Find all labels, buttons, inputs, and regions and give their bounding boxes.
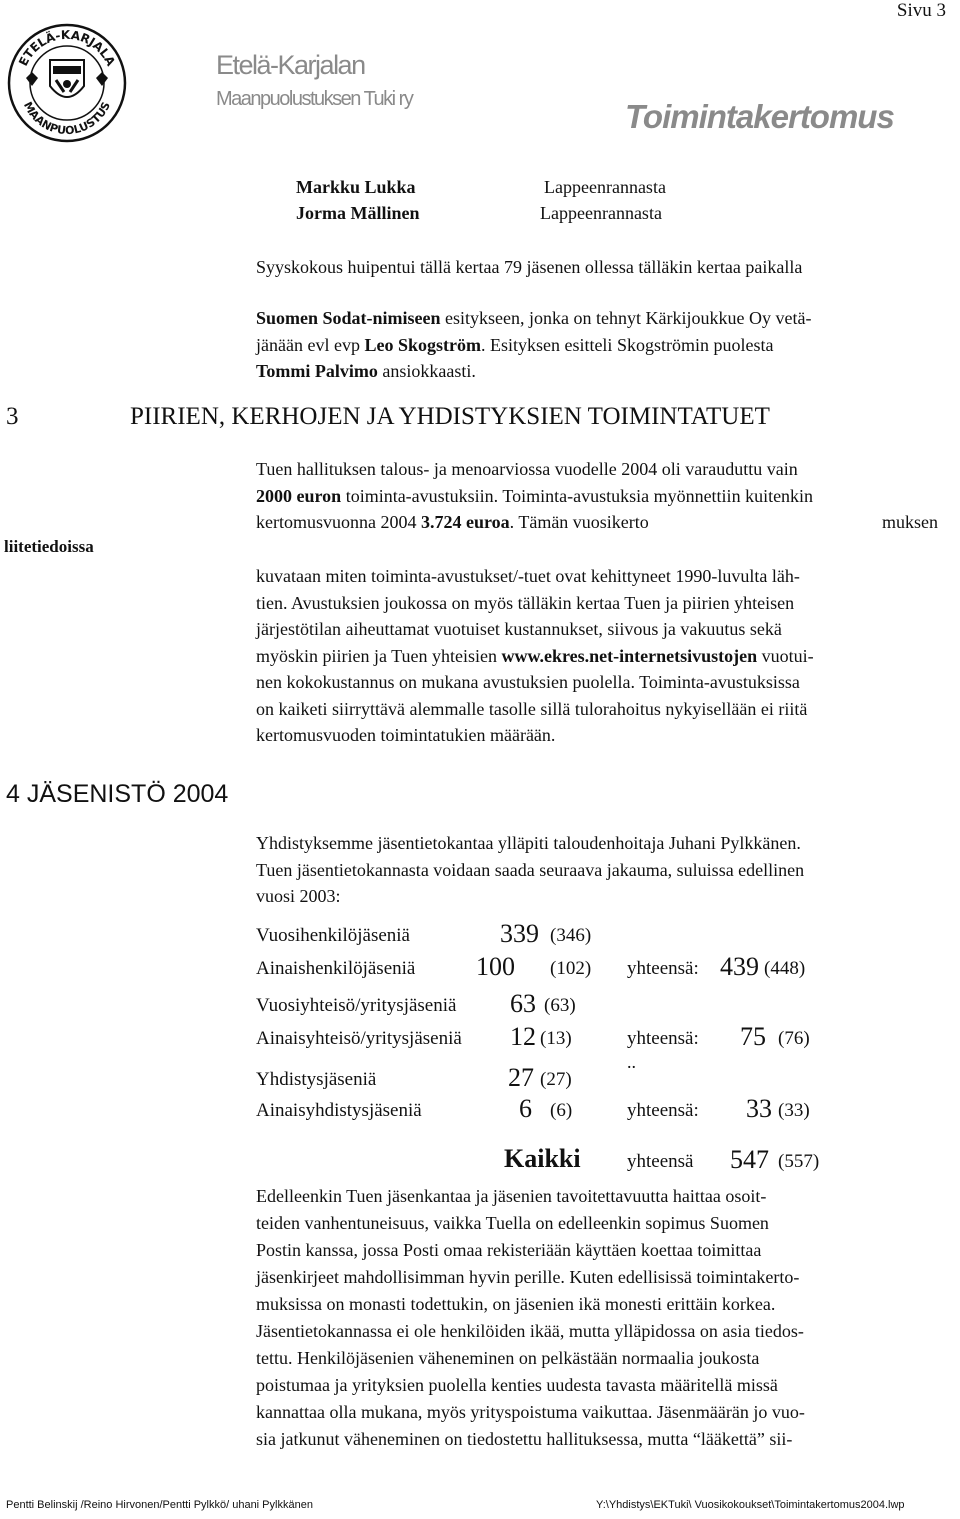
member-row-value: 6 bbox=[519, 1094, 532, 1123]
organization-logo bbox=[6, 22, 128, 144]
footer-file-path: Y:\Yhdistys\EKTuki\ Vuosikokoukset\Toimintakertomus2004.lwp bbox=[596, 1499, 905, 1511]
member-row-label: Yhdistysjäseniä bbox=[256, 1069, 377, 1090]
section-4-intro: Yhdistyksemme jäsentietokantaa ylläpiti taloudenhoitaja Juhani Pylkkänen. Tuen jäsentietokannasta voidaan saada seuraava jakauma, suluissa edellinen vuosi 2003: bbox=[256, 833, 805, 906]
svg-text:MAANPUOLUSTUS: MAANPUOLUSTUS bbox=[20, 99, 113, 138]
section-3-paragraph-b: kuvataan miten toiminta-avustukset/-tuet ovat kehittyneet 1990-luvulta läh- tien. Avustuksien joukossa on myös tälläkin kertaa Tuen ja piirien yhteisen järjestötilan aiheuttamat vuotuiset kustannukset, siivous ja vakuutus sekä myöskin piirien ja Tuen yhteisien www.ekres.net-internetsivustojen vuotui- nen kokokustannus on mukana avustuksien puolella. Toiminta-avustuksissa on kaiketi siirryttävä alemmalle tasolle sillä tulorahoitus nykyisellään ei riitä kertomusvuoden toimintatukien määrään. bbox=[256, 566, 814, 745]
side-label: liitetiedoissa bbox=[4, 537, 94, 556]
person-name: Markku Lukka bbox=[296, 177, 416, 197]
total-value: 439 bbox=[720, 952, 759, 981]
total-label: yhteensä: bbox=[627, 1028, 699, 1049]
total-prev: (76) bbox=[778, 1028, 810, 1049]
grand-total-word: yhteensä bbox=[627, 1151, 694, 1172]
stray-mark: .. bbox=[627, 1052, 636, 1072]
meeting-line-1: Syyskokous huipentui tällä kertaa 79 jäsenen ollessa tälläkin kertaa paikalla bbox=[256, 257, 803, 277]
meeting-paragraph: Suomen Sodat-nimiseen esitykseen, jonka on tehnyt Kärkijoukkue Oy vetä- jänään evl evp Leo Skogström. Esityksen esitteli Skogströmin puolesta Tommi Palvimo ansiokkaasti. bbox=[256, 308, 812, 381]
person-town: Lappeenrannasta bbox=[544, 177, 666, 197]
member-row-prev: (6) bbox=[550, 1100, 573, 1121]
member-row-value: 12 bbox=[510, 1022, 536, 1051]
svg-text:ETELÄ-KARJALA: ETELÄ-KARJALA bbox=[16, 27, 118, 69]
grand-total-label: Kaikki bbox=[504, 1144, 581, 1173]
member-row-label: Ainaisyhteisö/yritysjäseniä bbox=[256, 1028, 462, 1049]
total-prev: (33) bbox=[778, 1100, 810, 1121]
total-value: 33 bbox=[746, 1094, 772, 1123]
document-title: Toimintakertomus bbox=[625, 98, 894, 135]
person-name: Jorma Mällinen bbox=[296, 203, 420, 223]
organization-name-line2: Maanpuolustuksen Tuki ry bbox=[216, 88, 413, 110]
member-row-value: 100 bbox=[476, 952, 515, 981]
grand-total-prev: (557) bbox=[778, 1151, 820, 1172]
member-row-label: Ainaishenkilöjäseniä bbox=[256, 958, 416, 979]
member-row-value: 339 bbox=[500, 919, 539, 948]
member-row-value: 63 bbox=[510, 989, 536, 1018]
footer-authors: Pentti Belinskij /Reino Hirvonen/Pentti Pylkkö/ uhani Pylkkänen bbox=[6, 1499, 313, 1511]
member-row-prev: (13) bbox=[540, 1028, 572, 1049]
section-4-heading: 4 JÄSENISTÖ 2004 bbox=[6, 780, 229, 808]
section-3-heading: PIIRIEN, KERHOJEN JA YHDISTYKSIEN TOIMINTATUET bbox=[130, 403, 770, 430]
member-row-prev: (102) bbox=[550, 958, 592, 979]
member-row-label: Ainaisyhdistysjäseniä bbox=[256, 1100, 422, 1121]
organization-name-line1: Etelä-Karjalan bbox=[216, 50, 365, 80]
member-row-prev: (63) bbox=[544, 995, 576, 1016]
section-3-paragraph-a: Tuen hallituksen talous- ja menoarviossa vuodelle 2004 oli varauduttu vain 2000 euron toiminta-avustuksiin. Toiminta-avustuksia myönnettiin kuitenkin kertomusvuonna 2004 3.724 euroa. Tämän vuosikerto muksen bbox=[256, 459, 938, 532]
member-row-label: Vuosiyhteisö/yritysjäseniä bbox=[256, 995, 457, 1016]
section-4-paragraph: Edelleenkin Tuen jäsenkantaa ja jäsenien tavoitettavuutta haittaa osoit- teiden vanhentuneisuus, vaikka Tuella on edelleenkin sopimus Suomen Postin kanssa, jossa Posti omaa rekisteriään käyttäen koettaa toimittaa jäsenkirjeet mahdollisimman hyvin perille. Kuten edellisissä toimintakerto- muksissa on monasti todettukin, on jäsenien ikä monesti erittäin korkea. Jäsentietokannassa ei ole henkilöiden ikää, mutta ylläpidossa on asia tiedos- tettu. Henkilöjäsenien väheneminen on pelkästään normaalia joukosta poistumaa ja yrityksien puolella kenties uudesta tavasta määritellä missä kannattaa olla mukana, myös yrityspoistuma vaikuttaa. Jäsenmäärän jo vuo- sia jatkunut väheneminen on tiedostettu hallituksessa, mutta “lääkettä” sii- bbox=[256, 1186, 805, 1449]
grand-total-value: 547 bbox=[730, 1145, 769, 1174]
member-row-label: Vuosihenkilöjäseniä bbox=[256, 925, 410, 946]
total-label: yhteensä: bbox=[627, 1100, 699, 1121]
total-label: yhteensä: bbox=[627, 958, 699, 979]
member-row-value: 27 bbox=[508, 1063, 534, 1092]
section-3-number: 3 bbox=[6, 403, 19, 430]
page-number: Sivu 3 bbox=[896, 0, 946, 21]
total-value: 75 bbox=[740, 1022, 766, 1051]
member-row-prev: (346) bbox=[550, 925, 592, 946]
member-row-prev: (27) bbox=[540, 1069, 572, 1090]
total-prev: (448) bbox=[764, 958, 806, 979]
person-town: Lappeenrannasta bbox=[540, 203, 662, 223]
